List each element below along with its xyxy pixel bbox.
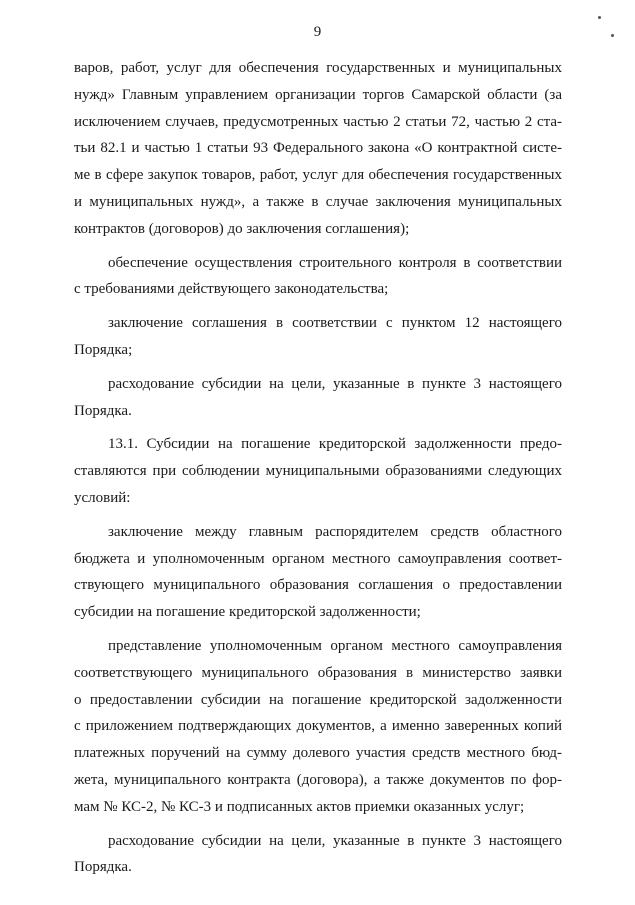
scan-speck [611,34,614,37]
text-line: с требованиями действующего законодательства; [74,281,389,298]
text-line: 13.1. Субсидии на погашение кредиторской задолженности предо- [108,436,562,453]
text-line: условий: [74,489,131,506]
paragraph [74,828,562,882]
text-line: ствующего муниципального образования соглашения о предоставлении [74,577,562,594]
text-line: бюджета и уполномоченным органом местного самоуправления соответ- [74,550,562,567]
paragraph [74,250,562,304]
text-line: заключение соглашения в соответствии с пунктом 12 настоящего [108,315,562,332]
text-line: тьи 82.1 и частью 1 статьи 93 Федерального закона «О контрактной систе- [74,140,562,157]
paragraph [74,55,562,243]
text-line: обеспечение осуществления строительного контроля в соответствии [108,254,562,271]
paragraph [74,371,562,425]
text-line: Порядка. [74,859,132,876]
text-line: заключение между главным распорядителем средств областного [108,523,562,540]
document-body [74,55,562,881]
text-line: о предоставлении субсидии на погашение кредиторской задолженности [74,691,562,708]
scan-speck [598,16,601,19]
page-number: 9 [313,24,322,40]
paragraph [74,519,562,626]
text-line: платежных поручений на сумму долевого участия средств местного бюд- [74,745,562,762]
text-line: с приложением подтверждающих документов, а именно заверенных копий [74,718,562,735]
text-line: ме в сфере закупок товаров, работ, услуг для обеспечения государственных [74,167,562,184]
text-line: соответствующего муниципального образования в министерство заявки [74,664,562,681]
text-line: представление уполномоченным органом местного самоуправления [108,637,562,654]
text-line: мам № КС-2, № КС-3 и подписанных актов приемки оказанных услуг; [74,798,525,815]
text-line: Порядка; [74,341,133,358]
paragraph [74,310,562,364]
text-line: контрактов (договоров) до заключения соглашения); [74,220,410,237]
text-line: Порядка. [74,402,132,419]
text-line: и муниципальных нужд», а также в случае заключения муниципальных [74,193,562,210]
text-line: расходование субсидии на цели, указанные в пункте 3 настоящего [108,375,562,392]
text-line: жета, муниципального контракта (договора), а также документов по фор- [74,771,562,788]
text-line: ставляются при соблюдении муниципальными образованиями следующих [74,463,562,480]
paragraph [74,431,562,511]
text-line: расходование субсидии на цели, указанные в пункте 3 настоящего [108,832,562,849]
text-line: варов, работ, услуг для обеспечения государственных и муниципальных [74,60,562,76]
text-line: нужд» Главным управлением организации торгов Самарской области (за [74,86,562,103]
text-line: субсидии на погашение кредиторской задолженности; [74,604,421,621]
paragraph [74,633,562,821]
text-line: исключением случаев, предусмотренных частью 2 статьи 72, частью 2 ста- [74,113,562,130]
